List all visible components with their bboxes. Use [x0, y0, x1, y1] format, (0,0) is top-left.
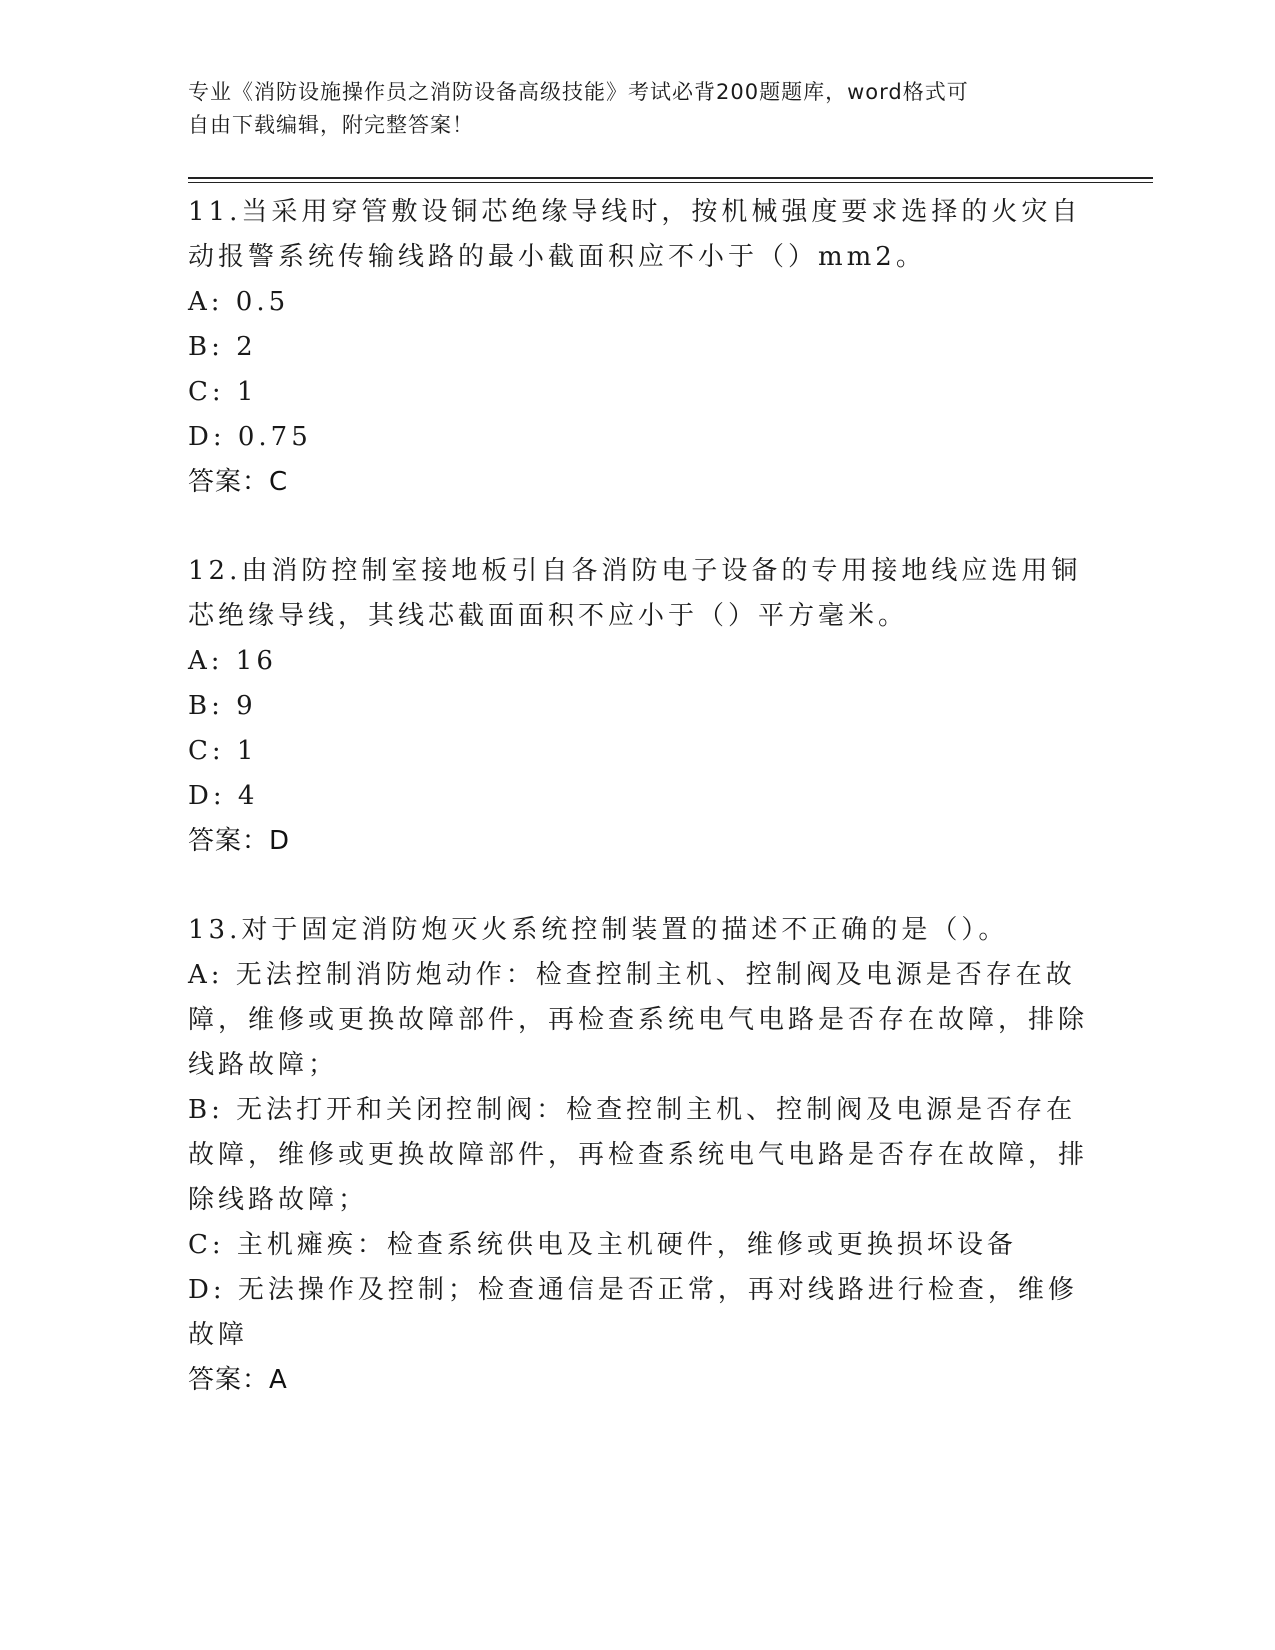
answer-line: 答案：C: [188, 467, 289, 497]
option-b: B: 9: [188, 691, 257, 721]
option-a: A: 无法控制消防炮动作：检查控制主机、控制阀及电源是否存在故障，维修或更换故障部件，再检查系统电气电路是否存在故障，排除线路故障；: [188, 960, 1089, 1080]
header-divider-thick: [188, 177, 1153, 179]
header-line-2: 自由下载编辑，附完整答案！: [188, 113, 474, 137]
question-11: [188, 190, 1088, 505]
option-c: C: 1: [188, 377, 258, 407]
question-12: [188, 549, 1088, 864]
option-a: A: 16: [188, 646, 277, 676]
question-13: [188, 908, 1088, 1403]
document-header: [188, 76, 1088, 142]
question-stem: 11.当采用穿管敷设铜芯绝缘导线时，按机械强度要求选择的火灾自动报警系统传输线路的最小截面积应不小于（）mm2。: [188, 197, 1082, 272]
header-line-1: 专业《消防设施操作员之消防设备高级技能》考试必背200题题库，word格式可: [188, 80, 969, 104]
option-b: B: 无法打开和关闭控制阀：检查控制主机、控制阀及电源是否存在故障，维修或更换故障部件，再检查系统电气电路是否存在故障，排除线路故障；: [188, 1095, 1089, 1215]
answer-line: 答案：A: [188, 1365, 288, 1395]
option-b: B: 2: [188, 332, 257, 362]
option-d: D: 0.75: [188, 422, 312, 452]
option-d: D: 4: [188, 781, 259, 811]
header-divider-thin: [188, 182, 1153, 183]
option-c: C: 主机瘫痪：检查系统供电及主机硬件，维修或更换损坏设备: [188, 1230, 1017, 1260]
question-stem: 13.对于固定消防炮灭火系统控制装置的描述不正确的是（）。: [188, 915, 1009, 945]
question-stem: 12.由消防控制室接地板引自各消防电子设备的专用接地线应选用铜芯绝缘导线，其线芯截面面积不应小于（）平方毫米。: [188, 556, 1082, 631]
answer-line: 答案：D: [188, 826, 291, 856]
option-a: A: 0.5: [188, 287, 290, 317]
option-c: C: 1: [188, 736, 258, 766]
question-list: [188, 190, 1088, 1447]
option-d: D: 无法操作及控制；检查通信是否正常，再对线路进行检查，维修故障: [188, 1275, 1078, 1350]
